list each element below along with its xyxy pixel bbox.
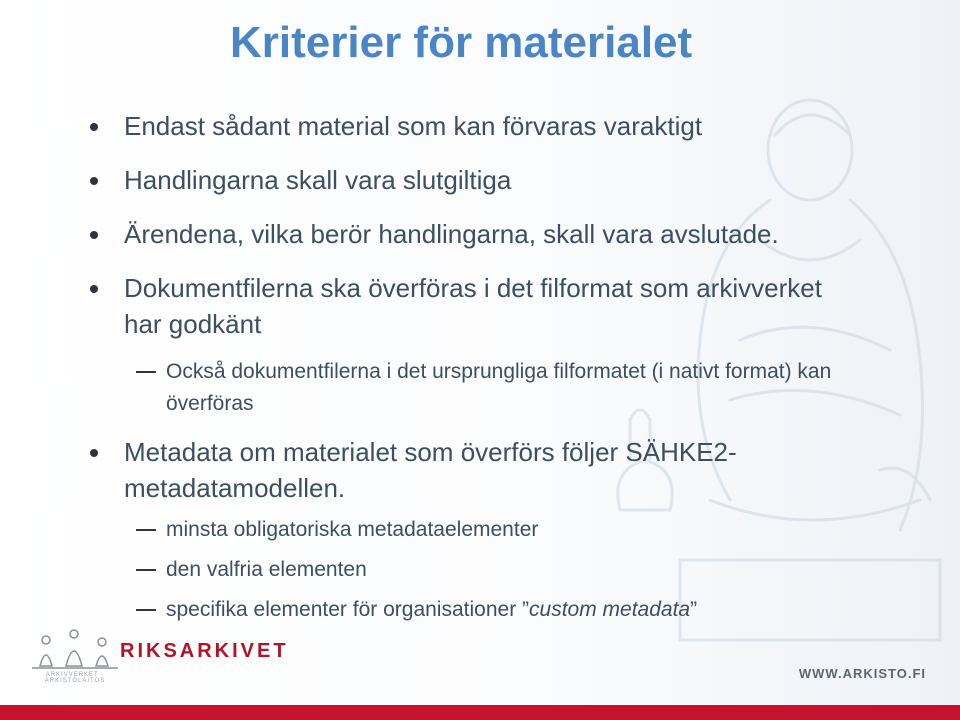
footer-url: WWW.ARKISTO.FI	[798, 666, 926, 681]
logo-caption: ARKIVVERKET · ARKISTOLAITOS	[44, 672, 106, 684]
riksarkivet-logo	[30, 626, 289, 684]
footer-red-bar	[0, 705, 960, 720]
bullet-item: Ärendena, vilka berör handlingarna, skall vara avslutade.	[86, 216, 846, 252]
bullet-item: Metadata om materialet som överförs följer SÄHKE2-metadatamodellen.	[86, 434, 846, 506]
custom-metadata-emphasis: custom metadata	[529, 598, 691, 621]
bullet-item: Endast sådant material som kan förvaras varaktigt	[86, 108, 846, 144]
sub-bullet-item: Också dokumentfilerna i det ursprungliga filformatet (i nativt format) kan överföras	[86, 356, 846, 420]
bullet-item: Dokumentfilerna ska överföras i det filformat som arkivverket har godkänt	[86, 270, 846, 342]
sub-bullet-item: den valfria elementen	[86, 554, 846, 586]
logo-wordmark: RIKSARKIVET	[120, 640, 289, 662]
slide-title: Kriterier för materialet	[230, 18, 693, 67]
sub-bullet-suffix: ”	[690, 598, 698, 621]
bullet-item: Handlingarna skall vara slutgiltiga	[86, 162, 846, 198]
sub-bullet-prefix: specifika elementer för organisationer ”	[166, 598, 530, 621]
logo-figures-icon	[30, 626, 120, 672]
sub-bullet-item: minsta obligatoriska metadataelementer	[86, 514, 846, 546]
bullet-list	[86, 108, 846, 626]
sub-bullet-item	[86, 594, 846, 626]
